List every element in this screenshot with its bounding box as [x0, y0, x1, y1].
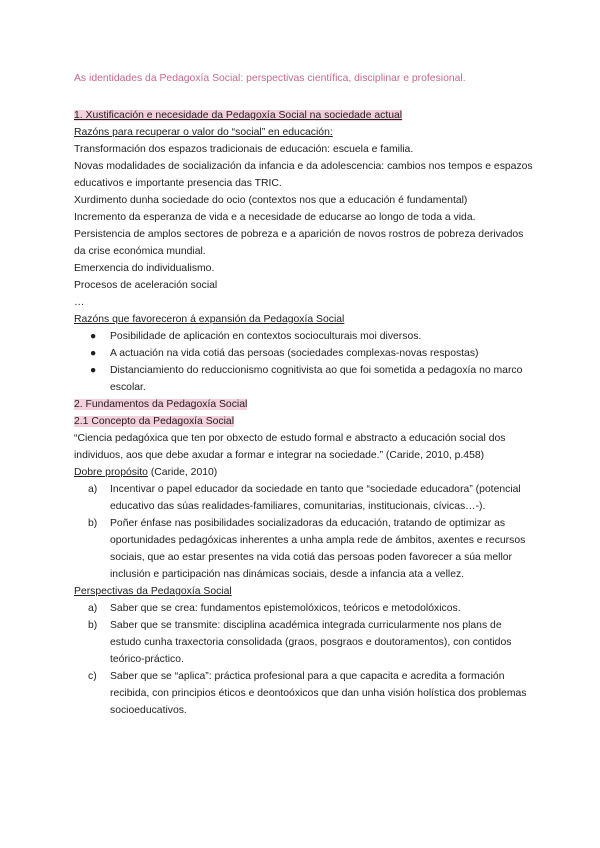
concept-quote: “Ciencia pedagóxica que ten por obxecto de estudo formal e abstracto a educación social dos individuos, aos que debe axudar a formar e integrar na sociedade.” (Caride, 2010, p.458) — [74, 433, 506, 461]
list-item: b) Poñer énfase nas posibilidades socializadoras da educación, tratando de optimizar as oportunidades pedagóxicas inherentes a unha ampla rede de ámbitos, axentes e recursos sociais, que ao estar presentes na vida cotiá das persoas poden favorecer a súa mellor inclusión e participación nas dinámicas sociais, desde a infancia ata a vellez. — [88, 518, 526, 580]
document-body — [74, 70, 534, 719]
list-item: b) Saber que se transmite: disciplina académica integrada curricularmente nos plans de estudo cunha traxectoria consolidada (graos, posgraos e doutoramentos), con contidos teórico-práctico. — [88, 620, 512, 665]
list-item: ● A actuación na vida cotiá das persoas (sociedades complexas-novas respostas) — [88, 345, 534, 362]
dobre-proposito-label: Dobre propósito — [74, 467, 148, 478]
reasons-heading: Razóns para recuperar o valor do “social” en educación: — [74, 127, 333, 138]
section-2-heading: 2. Fundamentos da Pedagoxía Social — [74, 399, 248, 410]
reason-item: Xurdimento dunha sociedade do ocio (contextos nos que a educación é fundamental) — [74, 195, 468, 206]
reason-item: Novas modalidades de socialización da infancia e da adolescencia: cambios nos tempos e espazos educativos e importante presencia das TRIC. — [74, 161, 533, 189]
section-1-heading: 1. Xustificación e necesidade da Pedagoxía Social na sociedade actual — [74, 110, 403, 121]
reason-item: Transformación dos espazos tradicionais de educación: escuela e familia. — [74, 144, 414, 155]
dobre-proposito-cite: (Caride, 2010) — [147, 467, 218, 478]
expansion-heading: Razóns que favoreceron á expansión da Pedagoxía Social — [74, 314, 345, 325]
list-item: c) Saber que se “aplica”: práctica profesional para a que capacita e acredita a formación recibida, con principios éticos e deontoóxicos que dan unha visión holística dos problemas socioeducativos. — [88, 671, 527, 716]
perspectivas-label: Perspectivas da Pedagoxía Social — [74, 586, 232, 597]
bullet-icon: ● — [90, 348, 97, 359]
section-2-1-heading: 2.1 Concepto da Pedagoxía Social — [74, 416, 235, 427]
reason-item: Persistencia de amplos sectores de pobreza e a aparición de novos rostros de pobreza derivados da crise económica mundial. — [74, 229, 524, 257]
bullet-icon: ● — [90, 365, 97, 376]
reason-item: … — [74, 297, 85, 308]
dobre-proposito-list — [74, 481, 534, 583]
reason-item: Incremento da esperanza de vida e a necesidade de educarse ao longo de toda a vida. — [74, 212, 476, 223]
reasons-list — [74, 141, 534, 311]
document-title: As identidades da Pedagoxía Social: perspectivas científica, disciplinar e profesional. — [74, 73, 466, 84]
list-item: a) Incentivar o papel educador da sociedade en tanto que “sociedade educadora” (potencial educativo das súas realidades-familiares, comunitarias, institucionais, cívicas…-). — [88, 484, 521, 512]
list-item: ● Distanciamiento do reduccionismo cognitivista ao que foi sometida a pedagoxía no marco escolar. — [88, 362, 534, 396]
bullet-icon: ● — [90, 331, 97, 342]
reason-item: Emerxencia do individualismo. — [74, 263, 215, 274]
list-item: a) Saber que se crea: fundamentos epistemolóxicos, teóricos e metodolóxicos. — [88, 603, 461, 614]
section-2 — [74, 396, 534, 719]
perspectivas-list — [74, 600, 534, 719]
list-item: ● Posibilidade de aplicación en contextos socioculturais moi diversos. — [88, 328, 534, 345]
expansion-list — [74, 328, 534, 396]
reason-item: Procesos de aceleración social — [74, 280, 218, 291]
section-1 — [74, 107, 534, 396]
